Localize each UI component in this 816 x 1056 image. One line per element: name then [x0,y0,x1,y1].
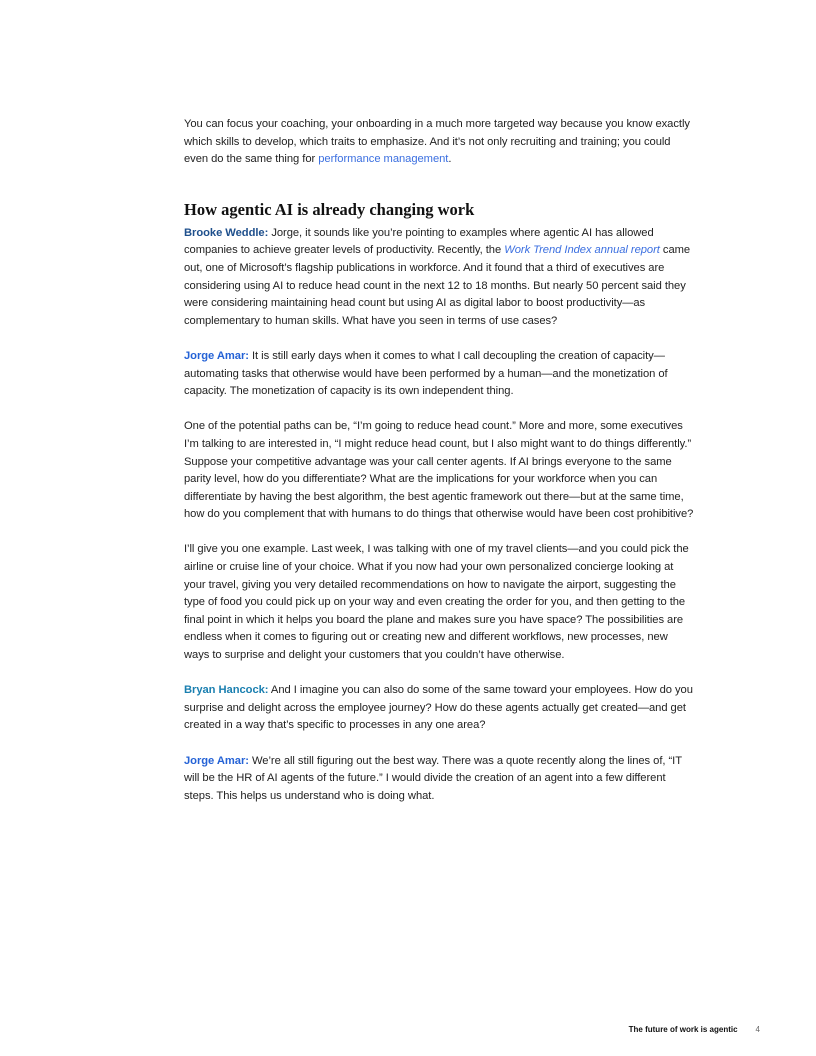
speaker-brooke-weddle: Brooke Weddle: [184,226,269,239]
paragraph-text: And I imagine you can also do some of the same toward your employees. How do you surprise and delight across the employee journey? How do these agents actually get created—and get created in a way that’s specific to processes in any one area? [184,684,693,732]
paragraph-jorge-4 [184,753,694,806]
intro-paragraph [184,116,694,169]
work-trend-index-link[interactable]: Work Trend Index annual report [504,244,660,257]
section-heading: How agentic AI is already changing work [184,199,475,219]
speaker-bryan-hancock: Bryan Hancock: [184,684,269,697]
intro-text: You can focus your coaching, your onboarding in a much more targeted way because you know exactly which skills to develop, which traits to emphasize. And it’s not only recruiting and training; you could even do the same thing for [184,118,690,166]
article-body [184,116,694,805]
page-number: 4 [755,1025,760,1034]
paragraph-text: It is still early days when it comes to what I call decoupling the creation of capacity—automating tasks that otherwise would have been performed by a human—and the monetization of capacity. The monetization of capacity is its own independent thing. [184,349,668,398]
speaker-jorge-amar: Jorge Amar: [184,349,249,362]
footer-title: The future of work is agentic [628,1025,738,1034]
paragraph-jorge-1 [184,348,694,401]
paragraph-bryan [184,682,694,735]
speaker-jorge-amar-2: Jorge Amar: [184,754,249,767]
paragraph-jorge-3: I’ll give you one example. Last week, I was talking with one of my travel clients—and you could pick the airline or cruise line of your choice. What if you now had your own personalized concierge looking at your travel, giving you very detailed recommendations on how to navigate the airport, suggesting the type of food you could pick up on your way and even creating the order for you, and then getting to the final point in which it helps you board the plane and makes sure you have space? The possibilities are endless when it comes to figuring out or creating new and different workflows, new processes, new ways to surprise and delight your customers that you couldn’t have otherwise. [184,543,689,662]
paragraph-text-end: came out, one of Microsoft’s flagship publications in workforce. And it found that a third of executives are considering using AI to reduce head count in the next 12 to 18 months. But nearly 50 percent said they were considering maintaining head count but using AI as digital labor to boost productivity—as complementary to human skills. What have you seen in terms of use cases? [184,244,691,327]
paragraph-jorge-2: One of the potential paths can be, “I’m going to reduce head count.” More and more, some executives I’m talking to are interested in, “I might reduce head count, but I also might want to do things differently.” Suppose your competitive advantage was your call center agents. If AI brings everyone to the same parity level, how do you differentiate? What are the implications for your workforce when you can differentiate by having the best algorithm, the best agentic framework out there—but at the same time, how do you complement that with humans to do things that otherwise would have been cost prohibitive? [184,420,694,521]
paragraph-text: Jorge, it sounds like you’re pointing to examples where agentic AI has allowed companies to achieve greater levels of productivity. Recently, the [184,226,654,257]
paragraph-text: We’re all still figuring out the best way. There was a quote recently along the lines of, “IT will be the HR of AI agents of the future.” I would divide the creation of an agent into a few different steps. This helps us understand who is doing what. [184,754,682,802]
paragraph-brooke [184,225,694,331]
page-footer [560,1024,760,1036]
performance-management-link[interactable]: performance management [318,153,449,166]
intro-text-end: . [448,153,452,166]
